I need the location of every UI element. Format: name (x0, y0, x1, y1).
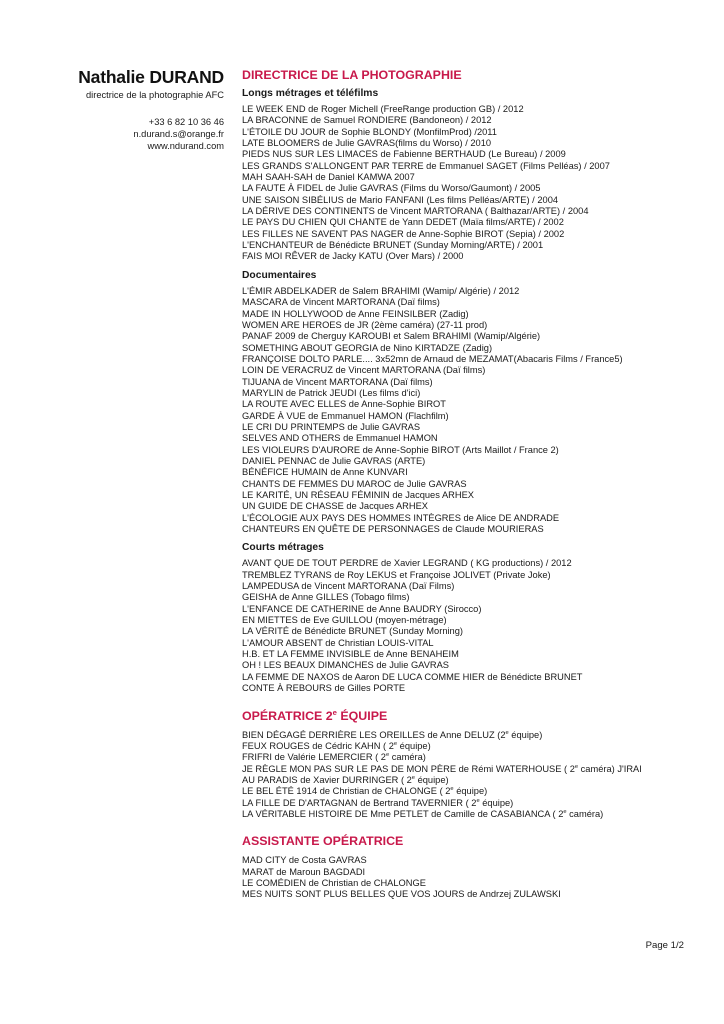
entry-item: LATE BLOOMERS de Julie GAVRAS(films du Worso) / 2010 (242, 138, 492, 149)
entry-item: CHANTS DE FEMMES DU MAROC de Julie GAVRAS (242, 478, 467, 489)
entry-item: LES GRANDS S'ALLONGENT PAR TERRE de Emmanuel SAGET (Films Pelléas) / 2007 (242, 160, 610, 171)
entry-item: PANAF 2009 de Cherguy KAROUBI et Salem BRAHIMI (Wamip/Algérie) (242, 331, 541, 342)
section-assistante-operatrice (242, 834, 692, 900)
entry-item: MES NUITS SONT PLUS BELLES QUE VOS JOURS de Andrzej ZULAWSKI (242, 889, 561, 900)
entry-item: LOIN DE VERACRUZ de Vincent MARTORANA (Daï films) (242, 365, 486, 376)
entry-item: LES FILLES NE SAVENT PAS NAGER de Anne-Sophie BIROT (Sepia) / 2002 (242, 228, 565, 239)
entry-item: LA ROUTE AVEC ELLES de Anne-Sophie BIROT (242, 399, 446, 410)
section-title: ASSISTANTE OPÉRATRICE (242, 834, 404, 849)
entry-item: LA VÉRITÉ de Bénédicte BRUNET (Sunday Morning) (242, 626, 463, 637)
subsection-longs-metrages (242, 87, 692, 263)
entry-item: LA VÉRITABLE HISTOIRE DE Mme PETLET de Camille de CASABIANCA ( 2e caméra) (242, 808, 604, 819)
entry-item: MARYLIN de Patrick JEUDI (Les films d'ici) (242, 387, 421, 398)
entry-item: MAD CITY de Costa GAVRAS (242, 855, 367, 866)
contact-sidebar (40, 66, 224, 153)
section-directrice-photo (242, 68, 692, 695)
entry-item: LA FILLE DE D'ARTAGNAN de Bertrand TAVERNIER ( 2e équipe) (242, 797, 514, 808)
entry-item: BÉNÉFICE HUMAIN de Anne KUNVARI (242, 467, 408, 478)
website-link[interactable]: www.ndurand.com (147, 141, 224, 152)
entry-list (242, 104, 692, 263)
entry-item: CHANTEURS EN QUÊTE DE PERSONNAGES de Claude MOURIERAS (242, 524, 544, 535)
entry-item: LE BEL ÉTÉ 1914 de Christian de CHALONGE ( 2e équipe) (242, 786, 488, 797)
entry-item: L'ÉCOLOGIE AUX PAYS DES HOMMES INTÈGRES de Alice DE ANDRADE (242, 512, 560, 523)
entry-item: LE WEEK END de Roger Michell (FreeRange production GB) / 2012 (242, 104, 524, 114)
entry-item: EN MIETTES de Eve GUILLOU (moyen-métrage) (242, 615, 447, 626)
entry-item: LA FEMME DE NAXOS de Aaron DE LUCA COMME HIER de Bénédicte BRUNET (242, 671, 583, 682)
entry-item: L'ÉTOILE DU JOUR de Sophie BLONDY (MonfilmProd) /2011 (242, 126, 497, 137)
entry-item: UN GUIDE DE CHASSE de Jacques ARHEX (242, 501, 429, 512)
subsection-title: Longs métrages et téléfilms (242, 88, 379, 99)
section-title: DIRECTRICE DE LA PHOTOGRAPHIE (242, 68, 462, 82)
entry-item: LE PAYS DU CHIEN QUI CHANTE de Yann DEDET (Maïa films/ARTE) / 2002 (242, 217, 564, 228)
entry-item: MARAT de Maroun BAGDADI (242, 866, 366, 877)
entry-list (242, 855, 692, 900)
entry-item: L'ÉMIR ABDELKADER de Salem BRAHIMI (Wamip/ Algérie) / 2012 (242, 285, 520, 296)
section-title: OPÉRATRICE 2e ÉQUIPE (242, 707, 388, 723)
entry-item: SELVES AND OTHERS de Emmanuel HAMON (242, 433, 438, 444)
subsection-title: Documentaires (242, 269, 317, 281)
section-operatrice-2e-equipe (242, 709, 692, 821)
cv-main (242, 68, 692, 901)
entry-item: L'AMOUR ABSENT de Christian LOUIS-VITAL (242, 637, 434, 648)
entry-item: DANIEL PENNAC de Julie GAVRAS (ARTE) (242, 455, 426, 466)
subsection-courts-metrages (242, 541, 692, 694)
entry-item: H.B. ET LA FEMME INVISIBLE de Anne BENAHEIM (242, 649, 459, 660)
entry-item: MAH SAAH-SAH de Daniel KAMWA 2007 (242, 172, 415, 183)
entry-item: MADE IN HOLLYWOOD de Anne FEINSILBER (Zadig) (242, 308, 469, 319)
entry-item: UNE SAISON SIBÉLIUS de Mario FANFANI (Les films Pelléas/ARTE) / 2004 (242, 194, 559, 205)
entry-item: FAIS MOI RÊVER de Jacky KATU (Over Mars) / 2000 (242, 251, 464, 262)
entry-item: FRANÇOISE DOLTO PARLE.... 3x52mn de Arnaud de MEZAMAT(Abacaris Films / France5) (242, 353, 623, 364)
entry-item: OH ! LES BEAUX DIMANCHES de Julie GAVRAS (242, 660, 450, 671)
entry-item: AU PARADIS de Xavier DURRINGER ( 2e équipe) (242, 774, 449, 785)
entry-item: MASCARA de Vincent MARTORANA (Daï films) (242, 297, 440, 308)
entry-item: WOMEN ARE HEROES de JR (2ème caméra) (27-11 prod) (242, 319, 488, 330)
entry-item: SOMETHING ABOUT GEORGIA de Nino KIRTADZE (Zadig) (242, 342, 493, 353)
entry-list (242, 730, 692, 821)
entry-item: AVANT QUE DE TOUT PERDRE de Xavier LEGRAND ( KG productions) / 2012 (242, 558, 572, 569)
entry-item: L'ENCHANTEUR de Bénédicte BRUNET (Sunday Morning/ARTE) / 2001 (242, 240, 544, 251)
entry-item: LA DÉRIVE DES CONTINENTS de Vincent MARTORANA ( Balthazar/ARTE) / 2004 (242, 206, 589, 217)
entry-item: LAMPEDUSA de Vincent MARTORANA (Daï Films) (242, 581, 455, 592)
subsection-documentaires (242, 269, 692, 536)
page-number: Page 1/2 (645, 940, 684, 951)
person-name: Nathalie DURAND (78, 67, 224, 87)
entry-item: LE COMÉDIEN de Christian de CHALONGE (242, 877, 426, 888)
entry-list (242, 558, 692, 694)
entry-item: TREMBLEZ TYRANS de Roy LEKUS et Françoise JOLIVET (Private Joke) (242, 569, 551, 580)
entry-item: L'ENFANCE DE CATHERINE de Anne BAUDRY (Sirocco) (242, 603, 482, 614)
entry-item: PIEDS NUS SUR LES LIMACES de Fabienne BERTHAUD (Le Bureau) / 2009 (242, 149, 566, 160)
entry-item: LE KARITÉ, UN RÉSEAU FÉMININ de Jacques ARHEX (242, 490, 474, 500)
entry-item: FRIFRI de Valérie LEMERCIER ( 2e caméra) (242, 752, 426, 763)
entry-item: GEISHA de Anne GILLES (Tobago films) (242, 592, 410, 603)
contact-info (40, 116, 224, 153)
entry-item: LE CRI DU PRINTEMPS de Julie GAVRAS (242, 421, 421, 432)
email-address: n.durand.s@orange.fr (133, 129, 224, 140)
person-title: directrice de la photographie AFC (86, 90, 224, 100)
entry-item: CONTE À REBOURS de Gilles PORTE (242, 683, 406, 694)
entry-item: TIJUANA de Vincent MARTORANA (Daï films) (242, 376, 433, 387)
subsection-title: Courts métrages (242, 542, 324, 554)
entry-item: BIEN DÉGAGÉ DERRIÈRE LES OREILLES de Anne DELUZ (2e équipe) (242, 729, 543, 740)
entry-item: JE RÈGLE MON PAS SUR LE PAS DE MON PÈRE de Rémi WATERHOUSE ( 2e caméra) J'IRAI (242, 763, 642, 774)
entry-item: FEUX ROUGES de Cédric KAHN ( 2e équipe) (242, 740, 431, 751)
entry-item: LES VIOLEURS D'AURORE de Anne-Sophie BIROT (Arts Maillot / France 2) (242, 444, 559, 455)
entry-item: GARDE À VUE de Emmanuel HAMON (Flachfilm) (242, 410, 449, 421)
entry-item: LA BRACONNE de Samuel RONDIERE (Bandoneon) / 2012 (242, 115, 492, 126)
entry-list (242, 286, 692, 536)
phone-number: +33 6 82 10 36 46 (148, 117, 224, 127)
entry-item: LA FAUTE À FIDEL de Julie GAVRAS (Films du Worso/Gaumont) / 2005 (242, 183, 541, 194)
